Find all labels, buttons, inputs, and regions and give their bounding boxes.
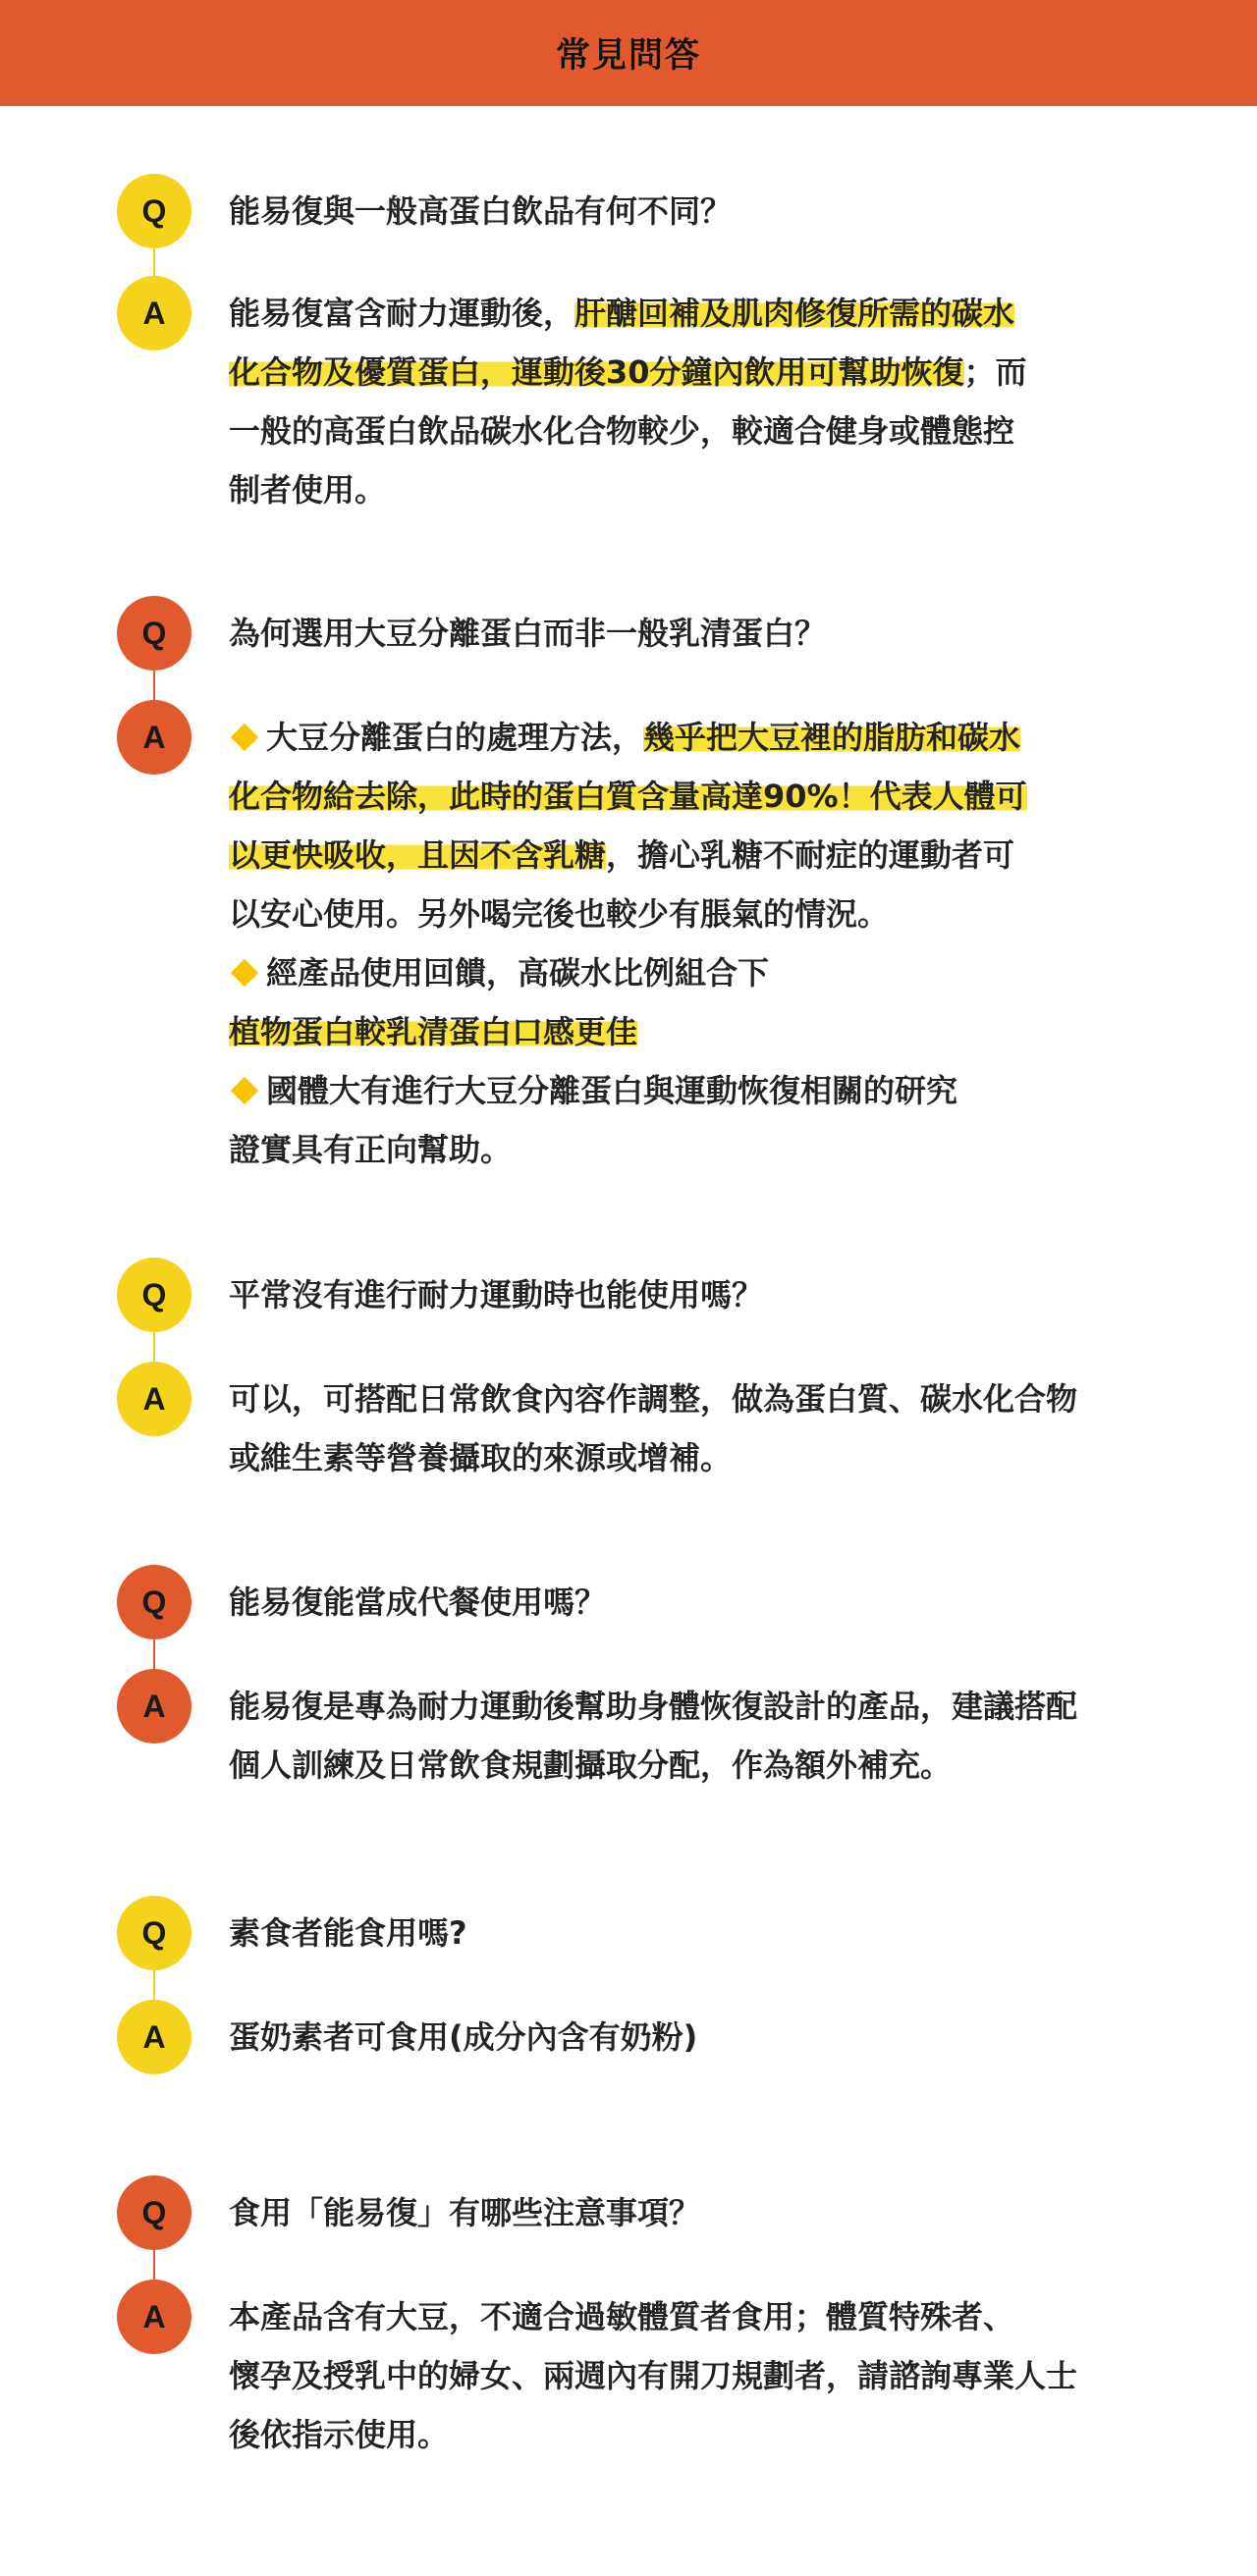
question-text: 能易復能當成代餐使用嗎？ (229, 1583, 607, 1621)
question-text: 食用「能易復」有哪些注意事項？ (229, 2194, 701, 2231)
answer-badge: A (117, 1669, 191, 1744)
question-badge: Q (117, 1896, 191, 1970)
diamond-bullet-icon (231, 724, 258, 751)
answer-line: 一般的高蛋白飲品碳水化合物較少，較適合健身或體態控 (229, 412, 1015, 450)
answer-line: 證實具有正向幫助。 (229, 1131, 513, 1168)
diamond-bullet-icon (231, 1077, 258, 1104)
answer-text (229, 1369, 1201, 1487)
question-badge: Q (117, 596, 191, 671)
answer-text (229, 2008, 1201, 2066)
answer-segment: ；而 (963, 353, 1027, 391)
answer-segment: 大豆分離蛋白的處理方法， (266, 719, 644, 756)
answer-line: 能易復是專為耐力運動後幫助身體恢復設計的產品，建議搭配 (229, 1688, 1078, 1725)
question-text: 平常沒有進行耐力運動時也能使用嗎？ (229, 1276, 764, 1314)
answer-line: 蛋奶素者可食用(成分內含有奶粉) (229, 2018, 698, 2056)
question-text: 素食者能食用嗎? (229, 1914, 467, 1952)
answer-highlight: 以更快吸收，且因不含乳糖 (229, 836, 607, 874)
answer-line: 本產品含有大豆，不適合過敏體質者食用；體質特殊者、 (229, 2298, 1015, 2335)
answer-segment: 國體大有進行大豆分離蛋白與運動恢復相關的研究 (266, 1072, 958, 1109)
answer-line: 後依指示使用。 (229, 2416, 450, 2453)
answer-line: 懷孕及授乳中的婦女、兩週內有開刀規劃者，請諮詢專業人士 (229, 2357, 1078, 2394)
answer-segment: 能易復富含耐力運動後， (229, 295, 575, 332)
question-badge: Q (117, 1565, 191, 1639)
answer-highlight: 肝醣回補及肌肉修復所需的碳水 (574, 295, 1015, 332)
question-badge: Q (117, 174, 191, 248)
answer-line: 制者使用。 (229, 471, 387, 509)
answer-highlight: 化合物及優質蛋白，運動後30分鐘內飲用可幫助恢復 (229, 353, 964, 391)
answer-text (229, 708, 1201, 1179)
page-header (0, 0, 1257, 106)
diamond-bullet-icon (231, 959, 258, 987)
answer-line: 可以，可搭配日常飲食內容作調整，做為蛋白質、碳水化合物 (229, 1380, 1078, 1418)
answer-highlight: 幾乎把大豆裡的脂肪和碳水 (643, 719, 1021, 756)
answer-line: 個人訓練及日常飲食規劃攝取分配，作為額外補充。 (229, 1746, 953, 1784)
answer-text (229, 284, 1201, 519)
question-badge: Q (117, 2175, 191, 2250)
answer-badge: A (117, 2280, 191, 2354)
answer-segment: 經產品使用回饋，高碳水比例組合下 (266, 954, 770, 992)
answer-line: 以安心使用。另外喝完後也較少有脹氣的情況。 (229, 895, 890, 933)
page-title: 常見問答 (555, 36, 701, 76)
question-badge: Q (117, 1258, 191, 1332)
answer-badge: A (117, 276, 191, 350)
answer-text (229, 1677, 1201, 1795)
answer-text (229, 2287, 1201, 2464)
answer-badge: A (117, 700, 191, 775)
answer-line: 或維生素等營養攝取的來源或增補。 (229, 1439, 733, 1476)
answer-highlight: 化合物給去除，此時的蛋白質含量高達90%！代表人體可 (229, 778, 1027, 815)
question-text: 為何選用大豆分離蛋白而非一般乳清蛋白？ (229, 615, 827, 652)
answer-highlight: 植物蛋白較乳清蛋白口感更佳 (229, 1013, 638, 1050)
answer-badge: A (117, 1362, 191, 1436)
answer-badge: A (117, 2000, 191, 2074)
answer-segment: ，擔心乳糖不耐症的運動者可 (606, 836, 1015, 874)
question-text: 能易復與一般高蛋白飲品有何不同？ (229, 192, 733, 230)
